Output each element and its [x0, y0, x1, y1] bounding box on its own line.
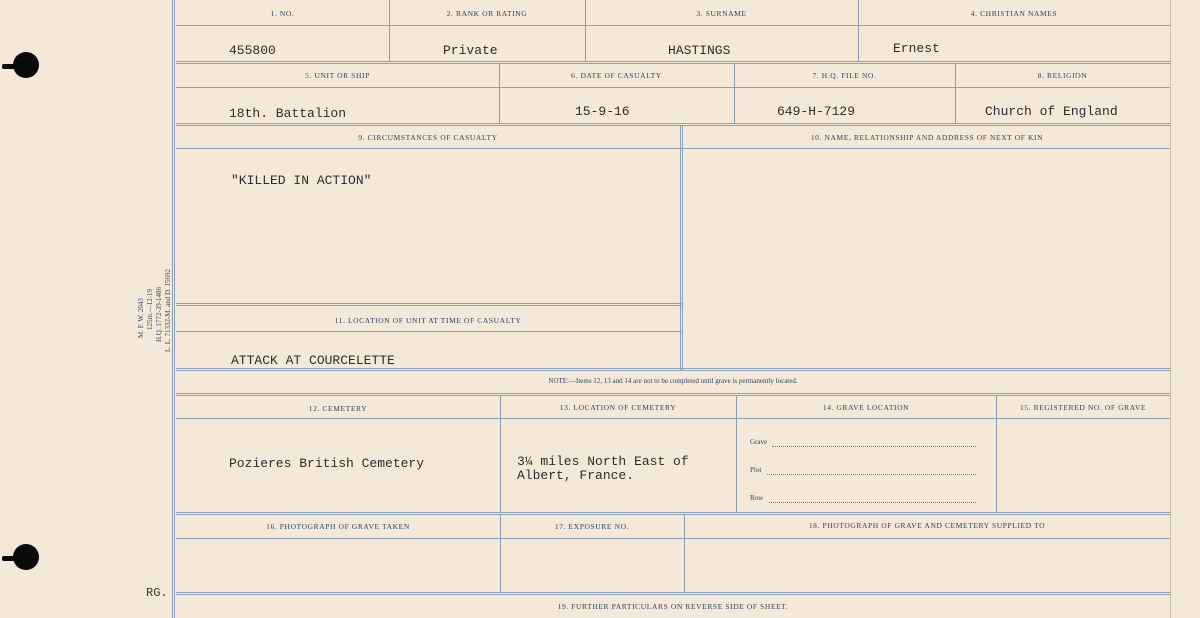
label-cemetery: 12. CEMETERY	[308, 404, 368, 413]
printer-mark-1: M. F. W. 2043	[137, 298, 145, 338]
punch-hole-top-tail	[2, 64, 20, 69]
label-surname: 3. SURNAME	[696, 9, 747, 18]
value-religion: Church of England	[985, 104, 1118, 119]
label-location-cemetery: 13. LOCATION OF CEMETERY	[559, 403, 677, 412]
value-location-cemetery-line1: 3¼ miles North East of	[517, 454, 689, 469]
label-rank: 2. RANK OR RATING	[446, 9, 528, 18]
value-surname: HASTINGS	[668, 43, 731, 58]
label-exposure: 17. EXPOSURE NO.	[554, 522, 630, 531]
card-left-border	[172, 0, 175, 618]
plot-dotted-line	[767, 474, 976, 475]
value-christian-names: Ernest	[893, 41, 940, 56]
value-no: 455800	[229, 43, 276, 58]
value-hq-file: 649-H-7129	[777, 104, 856, 119]
value-date-casualty: 15-9-16	[575, 104, 630, 119]
label-circumstances: 9. CIRCUMSTANCES OF CASUALTY	[358, 133, 498, 142]
label-location-unit: 11. LOCATION OF UNIT AT TIME OF CASUALTY	[334, 316, 522, 325]
punch-hole-bottom-tail	[2, 556, 20, 561]
grave-label: Grave	[750, 438, 768, 446]
label-religion: 8. RELIGION	[1037, 71, 1088, 80]
printer-mark-3: H.Q. 1772-39-1486	[155, 286, 163, 342]
label-hq-file: 7. H.Q. FILE NO.	[812, 71, 877, 80]
label-registered-no: 15. REGISTERED NO. OF GRAVE	[1019, 403, 1147, 412]
row-label: Row	[750, 494, 764, 502]
value-unit: 18th. Battalion	[229, 106, 347, 121]
row-dotted-line	[769, 502, 976, 503]
note-text: NOTE:—Items 12, 13 and 14 are not to be completed until grave is permanently located.	[548, 377, 798, 385]
value-rank: Private	[443, 43, 498, 58]
label-photo-supplied: 18. PHOTOGRAPH OF GRAVE AND CEMETERY SUPPLIED TO	[808, 521, 1046, 530]
value-cemetery: Pozieres British Cemetery	[229, 456, 425, 471]
value-location-unit: ATTACK AT COURCELETTE	[231, 353, 395, 368]
value-circumstances: "KILLED IN ACTION"	[231, 173, 372, 188]
label-unit: 5. UNIT OR SHIP	[305, 71, 370, 80]
printer-mark-2: 125m.—12-19	[146, 288, 154, 330]
value-location-cemetery-line2: Albert, France.	[517, 468, 635, 483]
printer-mark-4: L. L. 71332-M. and D. 15692	[164, 268, 172, 352]
label-no: 1. NO.	[270, 9, 295, 18]
grave-dotted-line	[772, 446, 976, 447]
label-christian-names: 4. CHRISTIAN NAMES	[970, 9, 1058, 18]
label-grave-location: 14. GRAVE LOCATION	[822, 403, 910, 412]
label-next-of-kin: 10. NAME, RELATIONSHIP AND ADDRESS OF NEXT OF KIN	[810, 133, 1044, 142]
margin-mark-rg: RG.	[146, 586, 168, 600]
plot-label: Plot	[750, 466, 762, 474]
label-date-casualty: 6. DATE OF CASUALTY	[571, 71, 662, 80]
label-further: 19. FURTHER PARTICULARS ON REVERSE SIDE OF SHEET.	[557, 602, 789, 611]
label-photo-taken: 16. PHOTOGRAPH OF GRAVE TAKEN	[266, 522, 410, 531]
